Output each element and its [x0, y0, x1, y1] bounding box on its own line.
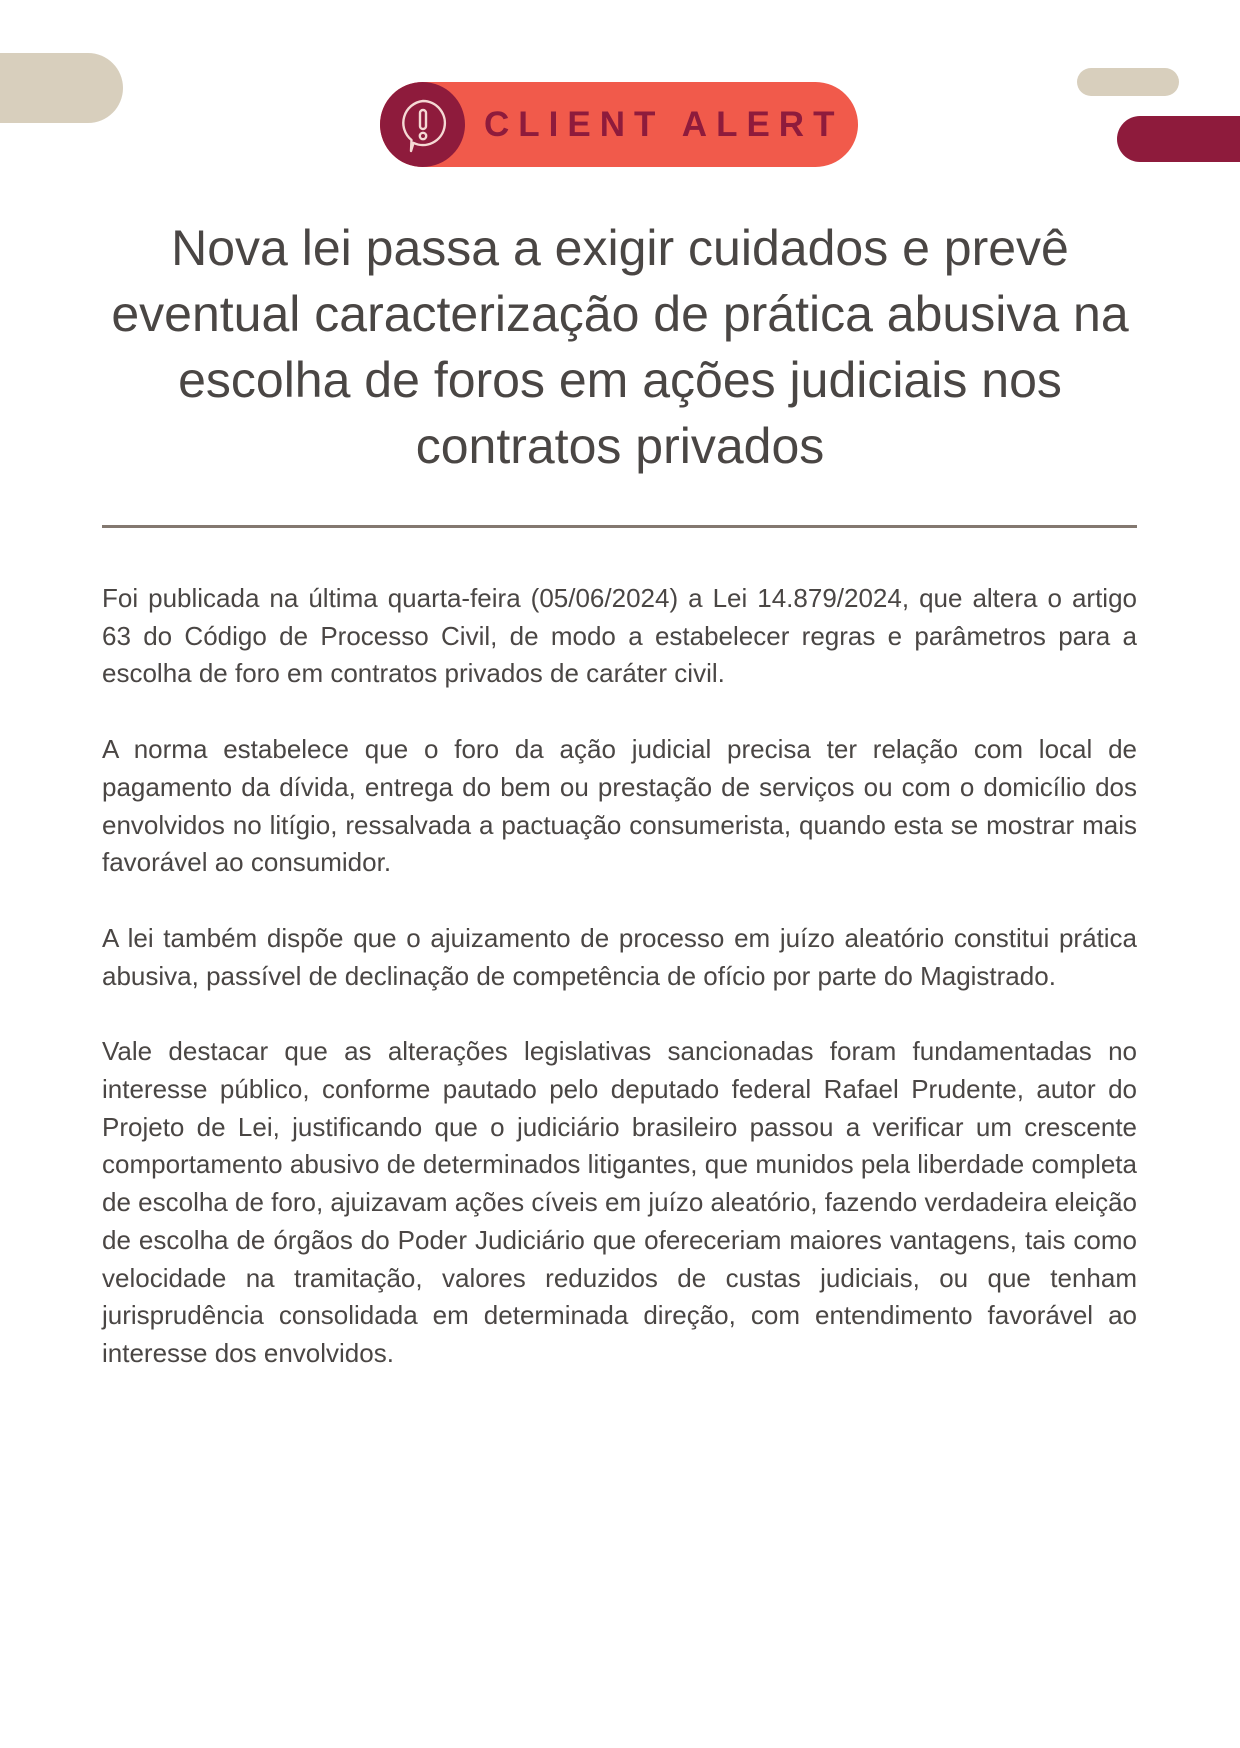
paragraph-3: A lei também dispõe que o ajuizamento de processo em juízo aleatório constitui prática abusiva, passível de declinação de competência de ofício por parte do Magistrado.: [102, 922, 1137, 991]
title-divider: [102, 525, 1137, 528]
decorative-beige-pill-right: [1077, 68, 1179, 96]
decorative-beige-pill-left: [0, 53, 123, 123]
article-title: Nova lei passa a exigir cuidados e prevê eventual caracterização de prática abusiva na escolha de foros em ações judiciais nos contratos privados: [111, 220, 1129, 474]
article-body: [102, 580, 1137, 1411]
paragraph-1: Foi publicada na última quarta-feira (05/06/2024) a Lei 14.879/2024, que altera o artigo 63 do Código de Processo Civil, de modo a estabelecer regras e parâmetros para a escolha de foro em contratos privados de caráter civil.: [102, 583, 1137, 689]
client-alert-label: CLIENT ALERT: [484, 105, 844, 144]
decorative-maroon-pill-right: [1117, 116, 1240, 162]
paragraph-2: A norma estabelece que o foro da ação judicial precisa ter relação com local de pagamento da dívida, entrega do bem ou prestação de serviços ou com o domicílio dos envolvidos no litígio, ressalvada a pactuação consumerista, quando esta se mostrar mais favorável ao consumidor.: [102, 734, 1137, 878]
alert-exclamation-icon: [380, 82, 465, 167]
paragraph-4: Vale destacar que as alterações legislativas sancionadas foram fundamentadas no interesse público, conforme pautado pelo deputado federal Rafael Prudente, autor do Projeto de Lei, justificando que o judiciário brasileiro passou a verificar um crescente comportamento abusivo de determinados litigantes, que munidos pela liberdade completa de escolha de foro, ajuizavam ações cíveis em juízo aleatório, fazendo verdadeira eleição de escolha de órgãos do Poder Judiciário que ofereceriam maiores vantagens, tais como velocidade na tramitação, valores reduzidos de custas judiciais, ou que tenham jurisprudência consolidada em determinada direção, com entendimento favorável ao interesse dos envolvidos.: [102, 1036, 1137, 1368]
